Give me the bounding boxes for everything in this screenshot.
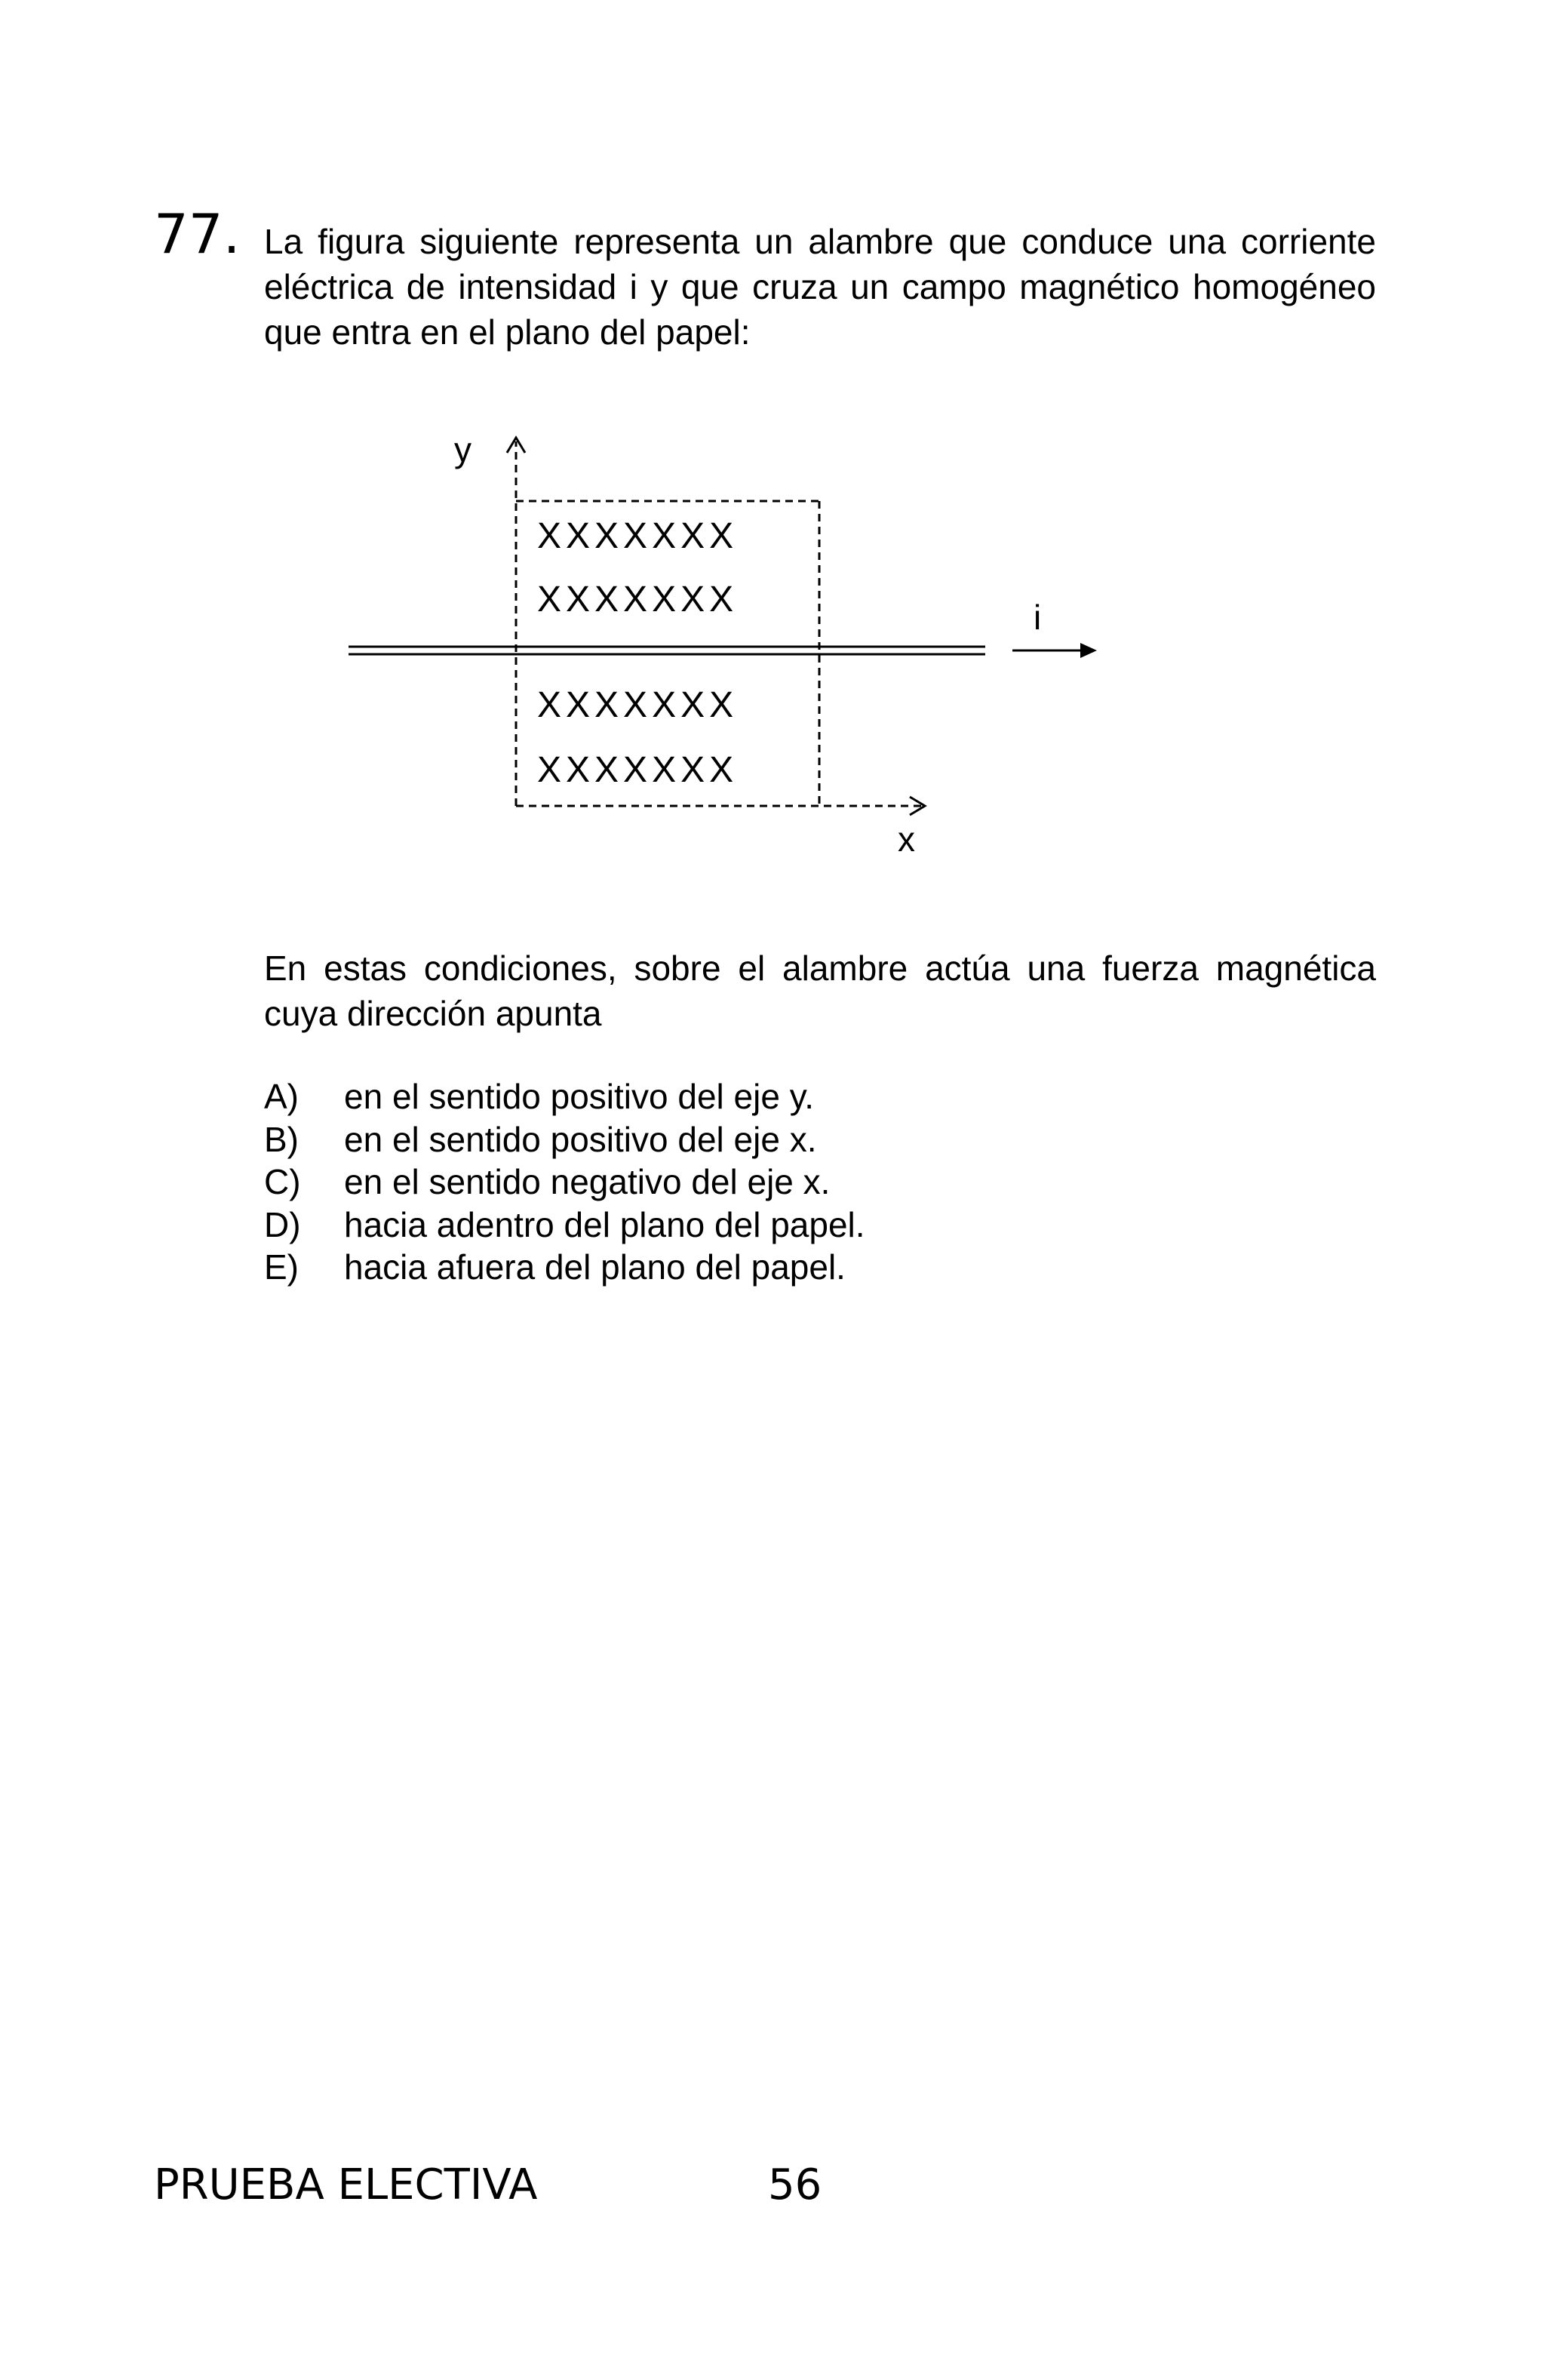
page-number: 56 [768,2160,822,2209]
option-d[interactable] [264,1204,865,1247]
option-text: en el sentido positivo del eje y. [344,1077,815,1116]
question-intro: La figura siguiente representa un alambre que conduce una corriente eléctrica de intensidad i y que cruza un campo magnético homogéneo que entra en el plano del papel: [264,222,1376,352]
option-letter: C) [264,1162,301,1201]
field-row: XXXXXXX [537,685,739,725]
y-axis-label: y [454,430,471,469]
option-letter: A) [264,1077,299,1116]
option-text: en el sentido negativo del eje x. [344,1162,831,1201]
option-text: hacia afuera del plano del papel. [344,1247,846,1287]
option-e[interactable] [264,1246,865,1289]
option-text: hacia adentro del plano del papel. [344,1204,865,1244]
question-number: 77. [154,202,241,266]
field-row: XXXXXXX [537,580,739,620]
field-row: XXXXXXX [537,516,739,556]
magnetic-field-diagram [0,0,1545,906]
current-label: i [1034,598,1042,637]
option-text: en el sentido positivo del eje x. [344,1119,817,1159]
x-axis-label: x [898,819,915,859]
option-b[interactable] [264,1118,865,1161]
option-letter: E) [264,1247,299,1287]
option-a[interactable] [264,1075,865,1118]
field-row: XXXXXXX [537,750,739,790]
question-stem: En estas condiciones, sobre el alambre actúa una fuerza magnética cuya dirección apunta [264,949,1376,1033]
current-arrowhead [1080,643,1097,658]
answer-options [264,1075,865,1289]
footer-title: PRUEBA ELECTIVA [154,2160,538,2209]
option-letter: B) [264,1119,299,1159]
option-letter: D) [264,1204,301,1244]
option-c[interactable] [264,1161,865,1204]
